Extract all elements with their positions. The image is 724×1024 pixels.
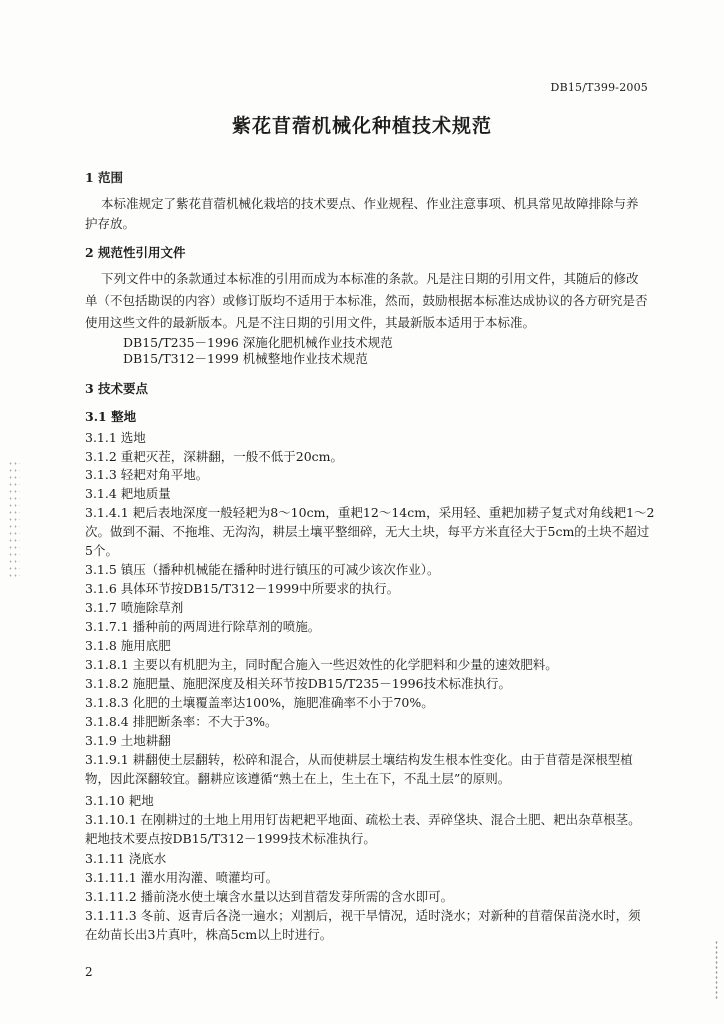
page-number: 2 bbox=[85, 965, 93, 979]
text-line: 3.1.8.2 施肥量、施肥深度及相关环节按DB15/T235－1996技术标准执行。 bbox=[85, 676, 512, 691]
text-line: 3.1.3 轻耙对角平地。 bbox=[85, 467, 209, 482]
text-line: 3.1.8.3 化肥的土壤覆盖率达100%，施肥准确率不小于70%。 bbox=[85, 695, 434, 710]
text-line: 3.1.9 土地耕翻 bbox=[85, 733, 171, 748]
reference-item: DB15/T312－1999 机械整地作业技术规范 bbox=[123, 351, 368, 366]
text-line: 护存放。 bbox=[85, 216, 136, 231]
text-line: 3.1.6 具体环节按DB15/T312－1999中所要求的执行。 bbox=[85, 581, 400, 596]
scan-speckle-right bbox=[715, 940, 718, 1000]
text-line: 3.1.11.3 冬前、返青后各浇一遍水；刈割后，视干旱情况，适时浇水；对新种的苜蓿保苗浇水时，须 bbox=[85, 908, 641, 923]
text-line: 3.1.8.4 排肥断条率：不大于3%。 bbox=[85, 714, 278, 729]
text-line: 耙地技术要点按DB15/T312－1999技术标准执行。 bbox=[85, 831, 376, 846]
section-heading-scope: 1 范围 bbox=[85, 170, 124, 185]
subsection-heading: 3.1 整地 bbox=[85, 409, 137, 424]
text-line: 使用这些文件的最新版本。凡是不注日期的引用文件，其最新版本适用于本标准。 bbox=[85, 315, 536, 330]
text-line: 3.1.9.1 耕翻使土层翻转，松碎和混合，从而使耕层土壤结构发生根本性变化。由于苜蓿是深根型植 bbox=[85, 752, 633, 767]
text-line: 3.1.7.1 播种前的两周进行除草剂的喷施。 bbox=[85, 619, 321, 634]
text-line: 单（不包括勘误的内容）或修订版均不适用于本标准，然而，鼓励根据本标准达成协议的各方研究是否 bbox=[85, 293, 648, 308]
page-title: 紫花苜蓿机械化种植技术规范 bbox=[231, 115, 492, 137]
text-line: 3.1.11.1 灌水用沟灌、喷灌均可。 bbox=[85, 870, 279, 885]
section-heading-references: 2 规范性引用文件 bbox=[85, 245, 186, 260]
text-line: 3.1.5 镇压（播种机械能在播种时进行镇压的可减少该次作业）。 bbox=[85, 562, 440, 577]
text-line: 3.1.1 选地 bbox=[85, 430, 146, 445]
text-line: 次。做到不漏、不拖堆、无沟沟，耕层土壤平整细碎，无大土块，每平方米直径大于5cm的土块不超过 bbox=[85, 524, 650, 539]
text-line: 3.1.8.1 主要以有机肥为主，同时配合施入一些迟效性的化学肥料和少量的速效肥料。 bbox=[85, 657, 558, 672]
text-line: 3.1.10.1 在刚耕过的土地上用用钉齿耙耙平地面、疏松土表、弄碎垡块、混合土肥、耙出杂草根茎。 bbox=[85, 812, 641, 827]
text-line: 3.1.11 浇底水 bbox=[85, 851, 167, 866]
text-line: 在幼苗长出3片真叶，株高5cm以上时进行。 bbox=[85, 927, 333, 942]
text-line: 5个。 bbox=[85, 543, 118, 558]
text-line: 3.1.4 耙地质量 bbox=[85, 486, 171, 501]
text-line: 物，因此深翻较宜。翻耕应该遵循“熟土在上，生土在下，不乱土层”的原则。 bbox=[85, 771, 511, 786]
document-code: DB15/T399-2005 bbox=[550, 81, 648, 94]
text-line: 3.1.4.1 耙后表地深度一般轻耙为8～10cm，重耙12～14cm，采用轻、重耙加耢子复式对角线耙1～2 bbox=[85, 505, 655, 520]
text-line: 3.1.7 喷施除草剂 bbox=[85, 600, 184, 615]
reference-item: DB15/T235－1996 深施化肥机械作业技术规范 bbox=[123, 335, 393, 350]
scan-speckle-left bbox=[8, 460, 20, 580]
text-line: 3.1.2 重耙灭茬，深耕翻，一般不低于20cm。 bbox=[85, 449, 344, 464]
text-line: 下列文件中的条款通过本标准的引用而成为本标准的条款。凡是注日期的引用文件，其随后的修改 bbox=[101, 271, 639, 286]
section-heading-technical: 3 技术要点 bbox=[85, 381, 149, 396]
text-line: 3.1.10 耙地 bbox=[85, 793, 154, 808]
text-line: 3.1.11.2 播前浇水使土壤含水量以达到苜蓿发芽所需的含水即可。 bbox=[85, 889, 454, 904]
text-line: 3.1.8 施用底肥 bbox=[85, 638, 171, 653]
text-line: 本标准规定了紫花苜蓿机械化栽培的技术要点、作业规程、作业注意事项、机具常见故障排除与养 bbox=[101, 196, 639, 211]
